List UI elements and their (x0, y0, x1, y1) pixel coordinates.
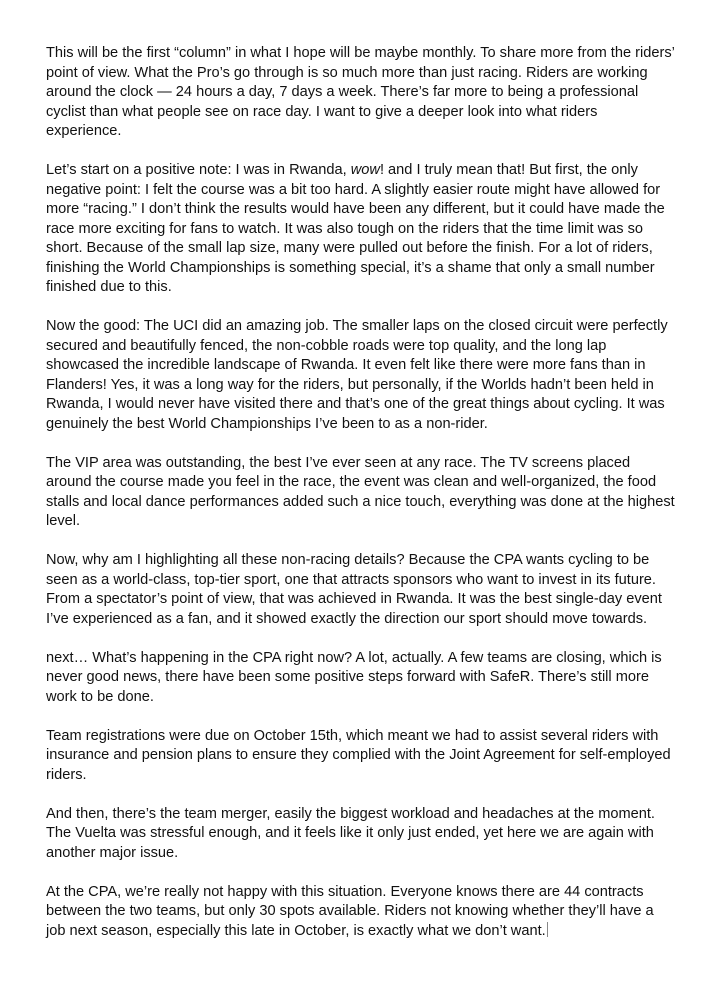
paragraph-rwanda-start: Let’s start on a positive note: I was in Rwanda, (46, 162, 351, 178)
paragraph-vip-area: The VIP area was outstanding, the best I’ve ever seen at any race. The TV screens placed around the course made you feel in the race, the event was clean and well-organized, the food stalls and local dance performances added such a nice touch, everything was done at the highest level. (46, 454, 675, 529)
paragraph-intro: This will be the first “column” in what I hope will be maybe monthly. To share more from the riders’ point of view. What the Pro’s go through is so much more than just racing. Riders are working around the clock — 24 hours a day, 7 days a week. There’s far more to being a professional cyclist than what people see on race day. I want to give a deeper look into what riders experience. (46, 45, 675, 139)
paragraph-cpa-news: next… What’s happening in the CPA right now? A lot, actually. A few teams are closing, which is never good news, there have been some positive steps forward with SafeR. There’s still more work to be done. (46, 649, 662, 705)
paragraph-rwanda-emphasis: wow (350, 162, 380, 178)
paragraph-the-good: Now the good: The UCI did an amazing job. The smaller laps on the closed circuit were perfectly secured and beautifully fenced, the non-cobble roads were top quality, and the long lap showcased the incredible landscape of Rwanda. It even felt like there were more fans than in Flanders! Yes, it was a long way for the riders, but personally, if the Worlds hadn’t been held in Rwanda, I would never have visited there and that’s one of the great things about cycling. It was genuinely the best World Championships I’ve been to as a non-rider. (46, 318, 668, 432)
paragraph-rwanda-rest: ! and I truly mean that! But first, the only negative point: I felt the course was a bit too hard. A slightly easier route might have allowed for more “racing.” I don’t think the results would have been any different, but it could have made the race more exciting for fans to watch. It was also tough on the riders that the time limit was so short. Because of the small lap size, many were pulled out before the finish. For a lot of riders, finishing the World Championships is something special, it’s a shame that only a small number finished due to this. (46, 162, 665, 295)
paragraph-non-racing: Now, why am I highlighting all these non-racing details? Because the CPA wants cycling to be seen as a world-class, top-tier sport, one that attracts sponsors who want to invest in its future. From a spectator’s point of view, that was achieved in Rwanda. It was the best single-day event I’ve experienced as a fan, and it showed exactly the direction our sport should move towards. (46, 552, 662, 627)
text-cursor (547, 922, 548, 937)
paragraph-team-merger: And then, there’s the team merger, easily the biggest workload and headaches at the moment. The Vuelta was stressful enough, and it feels like it only just ended, yet here we are again with another major issue. (46, 805, 655, 861)
paragraph-cpa-position (46, 883, 676, 942)
paragraph-cpa-position-text: At the CPA, we’re really not happy with this situation. Everyone knows there are 44 contracts between the two teams, but only 30 spots available. Riders not knowing whether they’ll have a job next season, especially this late in October, is exactly what we don’t want. (46, 883, 654, 939)
paragraph-team-registrations: Team registrations were due on October 15th, which meant we had to assist several riders with insurance and pension plans to ensure they complied with the Joint Agreement for self-employed riders. (46, 727, 671, 783)
document-body[interactable] (46, 44, 676, 941)
paragraph-rwanda (46, 161, 676, 298)
